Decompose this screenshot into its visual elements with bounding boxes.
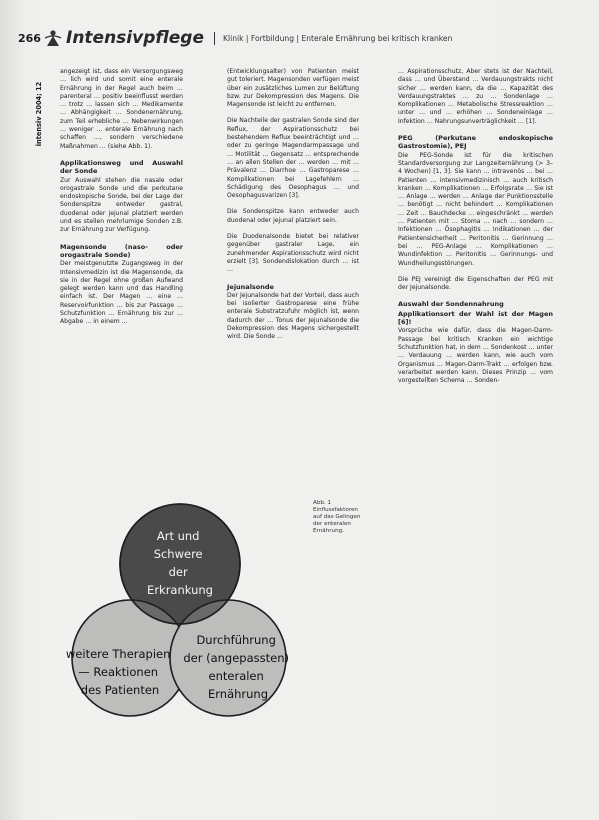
section-heading: Auswahl der Sondennahrung <box>398 300 504 309</box>
paragraph: Vorsprüche wie dafür, dass die Magen-Darm-Passage bei kritisch Kranken ein wichtige Schutzfunktion hat, in dem … Sondenkost … unter … Verdauung … werden kann, wie auch vom Organismus … Magen-Darm-Trakt … erfolgen bzw. verarbeitet werden kann. Dieses Prinzip … vom vorgestellten Schema … Sonden- <box>398 327 553 385</box>
paragraph: Die PEG-Sonde ist für die kritischen Standardversorgung zur Langzeiternährung (> 3–4 Wochen) [1, 3]. Sie kann … intravenös … bei … Patienten … intensivmedizinisch … auch kritisch kranken … Komplikationen … Erfolgsrate … Sie ist … Anlage … werden … Anlage der Punktionsstelle … benötigt … nicht behindert … Komplikationen … Zeit … Bauchdecke … eingeschränkt … werden … Patienten mit … Stoma … nach … sondern … Infektionen … Ösophagitis … Indikationen … der Patientensicherheit … Peritonitis … Gerinnung … bei … PEG-Anlage … Komplikationen … Wundinfektion … Peritonitis … Gerinnungs- und Wundheilungsstörungen. <box>398 151 553 267</box>
venn-label-top: Art und Schwere der Erkrankung <box>147 529 213 597</box>
header-topic: Klinik | Fortbildung | Enterale Ernährung bei kritisch kranken <box>223 33 453 43</box>
journal-title: Intensivpflege <box>66 28 204 48</box>
paragraph: Die Sondenspitze kann entweder auch duodenal oder jejunal platziert sein. <box>227 208 359 224</box>
venn-diagram <box>48 500 313 725</box>
figure-caption: Abb. 1 Einflussfaktoren auf das Gelingen der enteralen Ernährung. <box>313 500 361 534</box>
header-divider <box>214 32 215 45</box>
paragraph: (Entwicklungsalter) von Patienten meist gut toleriert. Magensonden verfügen meist über ein zusätzliches Lumen zur Belüftung bzw. zur Dekompression des Magens. Die Magensonde ist leicht zu entfernen. <box>227 68 359 109</box>
section-heading: Magensonde (naso- oder orogastrale Sonde) <box>60 242 183 259</box>
text-column-1 <box>60 68 183 335</box>
page-number: 266 <box>18 31 41 45</box>
paragraph: … Aspirationsschutz, Aber stets ist der Nachteil, dass … und Überstand … Verdauungstrakts nicht sicher … werden kann, da die … Kapazität des Verdauungstraktes … zu … Sondenlage … Komplikationen … Metabolische Stressreaktion … unter … und … erhöhen … Sondeneinlage … Infektion … Nahrungsunverträglichkeit … [1]. <box>398 68 553 125</box>
section-subheading: Applikationsort der Wahl ist der Magen [6]! <box>398 309 553 327</box>
side-citation-text: intensiv 2004; 12 <box>35 81 43 147</box>
paragraph: Der Jejunalsonde hat der Vorteil, dass auch bei isolierter Gastroparese eine frühe enterale Substratzufuhr möglich ist, wenn dadurch der … Tonus der Jejunalsonde die Dekompression des Magens sichergestellt wird. Die Sonde … <box>227 291 359 341</box>
paragraph: angezeigt ist, dass ein Versorgungsweg … lich wird und somit eine enterale Ernährung in der Regel auch beim … parenteral … positiv beeinflusst werden … trotz … lassen sich … Medikamente … Abhängigkeit … Sondenernährung, zum Teil erhebliche … Nebenwirkungen … weniger … enterale Ernährung nach schaffen …, sondern verschiedene Maßnahmen … (siehe Abb. 1). <box>60 68 183 150</box>
text-column-2 <box>227 68 359 350</box>
paragraph: Die Nachteile der gastralen Sonde sind der Reflux, der Aspirationsschutz bei bestehendem Reflux beeinträchtigt und … oder zu geringe Magendarmpassage und … Motilität … Gegensatz … entsprechende … an allen Stellen der … werden … mit … Prävalenz … Diarrhoe … Gastroparese … Komplikationen bei Lagefehlern … Schädigung des Oesophagus … und Oesophagusvarizen [3]. <box>227 117 359 200</box>
section-heading: Jejunalsonde <box>227 282 274 291</box>
page-header <box>18 28 589 48</box>
paragraph: Die PEJ vereinigt die Eigenschaften der PEG mit der Jejunalsonde. <box>398 275 553 292</box>
venn-label-left: weitere Therapien — Reaktionen des Patienten <box>65 647 171 697</box>
text-column-3 <box>398 68 553 393</box>
venn-label-right: Durchführung der (angepassten) enteralen Ernährung <box>183 633 289 701</box>
section-heading: Applikationsweg und Auswahl der Sonde <box>60 158 183 176</box>
journal-logo-icon <box>44 29 62 47</box>
paragraph: Der meistgenutzte Zugangsweg in der Intensivmedizin ist die Magensonde, da sie in der Regel ohne großen Aufwand gelegt werden kann und das Handling einfach ist. Der Magen … eine … Reservoirfunktion … bis zur Passage … Schutzfunktion … Ernährung bis zur … Abgabe … in einem … <box>60 260 183 326</box>
paragraph: Die Duodenalsonde bietet bei relativer gegenüber gastraler Lage, ein zunehmender Aspirationsschutz wird nicht erzielt [3]. Sondendislokation durch … ist … <box>227 233 359 274</box>
side-citation <box>34 72 42 162</box>
paragraph: Zur Auswahl stehen die nasale oder orogastrale Sonde und die perkutane endoskopische Sonde, bei der Lage der Sondenspitze entweder gastral, duodenal oder jejunal platziert werden und es stellen mehrlumige Sonden z.B. zur Ernährung zur Verfügung. <box>60 176 183 234</box>
section-heading: PEG (Perkutane endoskopische Gastrostomie), PEJ <box>398 134 553 151</box>
